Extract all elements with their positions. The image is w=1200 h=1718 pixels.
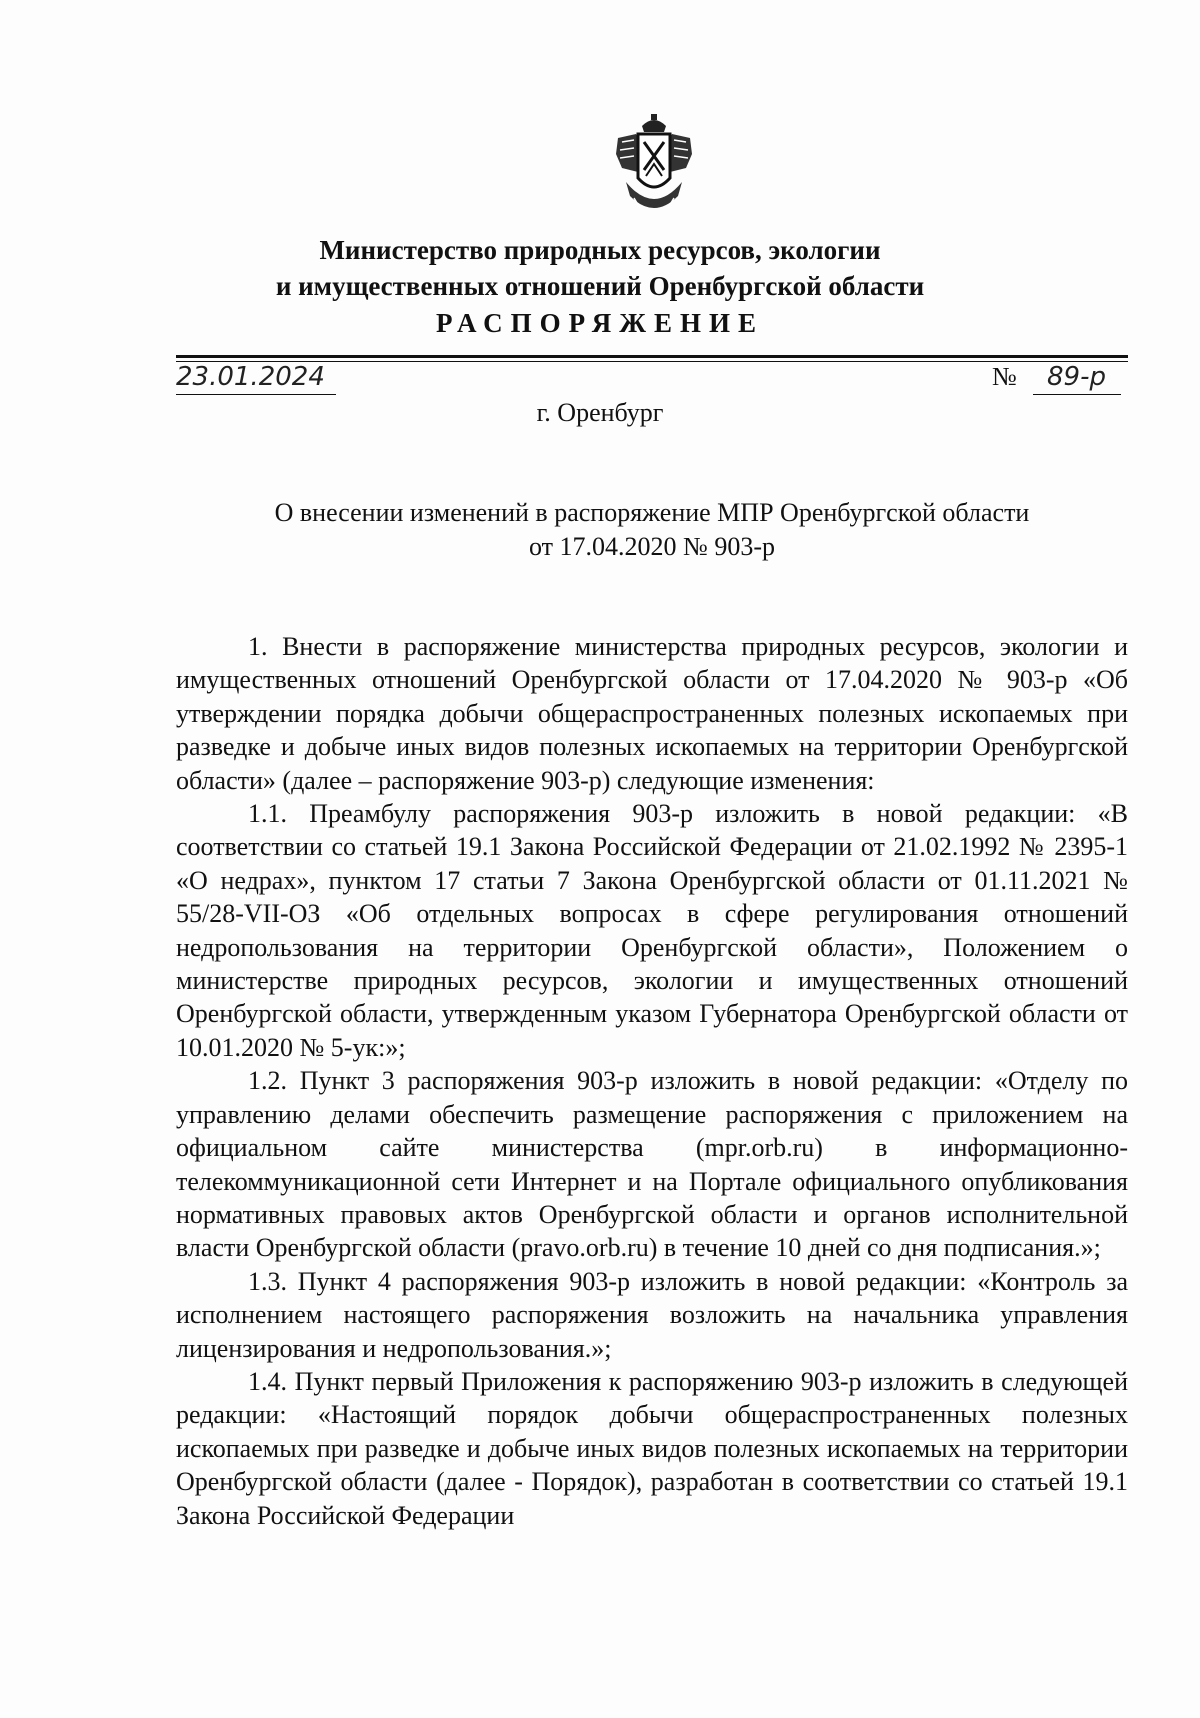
- body-paragraph: 1.4. Пункт первый Приложения к распоряжению 903-р изложить в следующей редакции: «Настоящий порядок добычи общераспространенных полезных ископаемых при разведке и добыче иных видов полезных ископаемых на территории Оренбургской области (далее - Порядок), разработан в соответствии со статьей 19.1 Закона Российской Федерации: [176, 1366, 1128, 1530]
- document-type-title: РАСПОРЯЖЕНИЕ: [435, 308, 765, 338]
- header-divider-thick: [176, 355, 1128, 358]
- body-paragraph: 1.1. Преамбулу распоряжения 903-р изложить в новой редакции: «В соответствии со статьей 19.1 Закона Российской Федерации от 21.02.1992 № 2395-1 «О недрах», пунктом 17 статьи 7 Закона Оренбургской области от 01.11.2021 № 55/28-VII-ОЗ «Об отдельных вопросах в сфере регулирования отношений недропользования на территории Оренбургской области», Положением о министерстве природных ресурсов, экологии и имущественных отношений Оренбургской области, утвержденным указом Губернатора Оренбургской области от 10.01.2020 № 5-ук:»;: [176, 799, 1128, 1062]
- body-paragraph: 1. Внести в распоряжение министерства природных ресурсов, экологии и имущественных отношений Оренбургской области от 17.04.2020 № 903-р «Об утверждении порядка добычи общераспространенных полезных ископаемых при разведке и добыче иных видов полезных ископаемых на территории Оренбургской области» (далее – распоряжение 903-р) следующие изменения:: [176, 632, 1128, 795]
- document-number: 89-р: [1033, 360, 1121, 395]
- document-number-block: [992, 360, 1128, 395]
- ministry-name-line-1: Министерство природных ресурсов, экологии: [319, 235, 881, 265]
- city-name: г. Оренбург: [536, 398, 664, 427]
- subject-line-1: О внесении изменений в распоряжение МПР Оренбургской области: [274, 498, 1030, 527]
- document-body: [176, 630, 1128, 1532]
- number-sign: №: [992, 362, 1017, 391]
- body-paragraph: 1.3. Пункт 4 распоряжения 903-р изложить в новой редакции: «Контроль за исполнением настоящего распоряжения возложить на начальника управления лицензирования и недропользования.»;: [176, 1266, 1128, 1363]
- subject-line-2: от 17.04.2020 № 903-р: [529, 532, 775, 561]
- coat-of-arms-emblem: [612, 112, 696, 220]
- body-paragraph: 1.2. Пункт 3 распоряжения 903-р изложить в новой редакции: «Отделу по управлению делами обеспечить размещение распоряжения с приложением на официальном сайте министерства (mpr.orb.ru) в информационно-телекоммуникационной сети Интернет и на Портале официального опубликования нормативных правовых актов Оренбургской области и органов исполнительной власти Оренбургской области (pravo.orb.ru) в течение 10 дней со дня подписания.»;: [176, 1066, 1128, 1263]
- ministry-name-line-2: и имущественных отношений Оренбургской области: [275, 271, 925, 301]
- document-date: 23.01.2024: [176, 360, 336, 395]
